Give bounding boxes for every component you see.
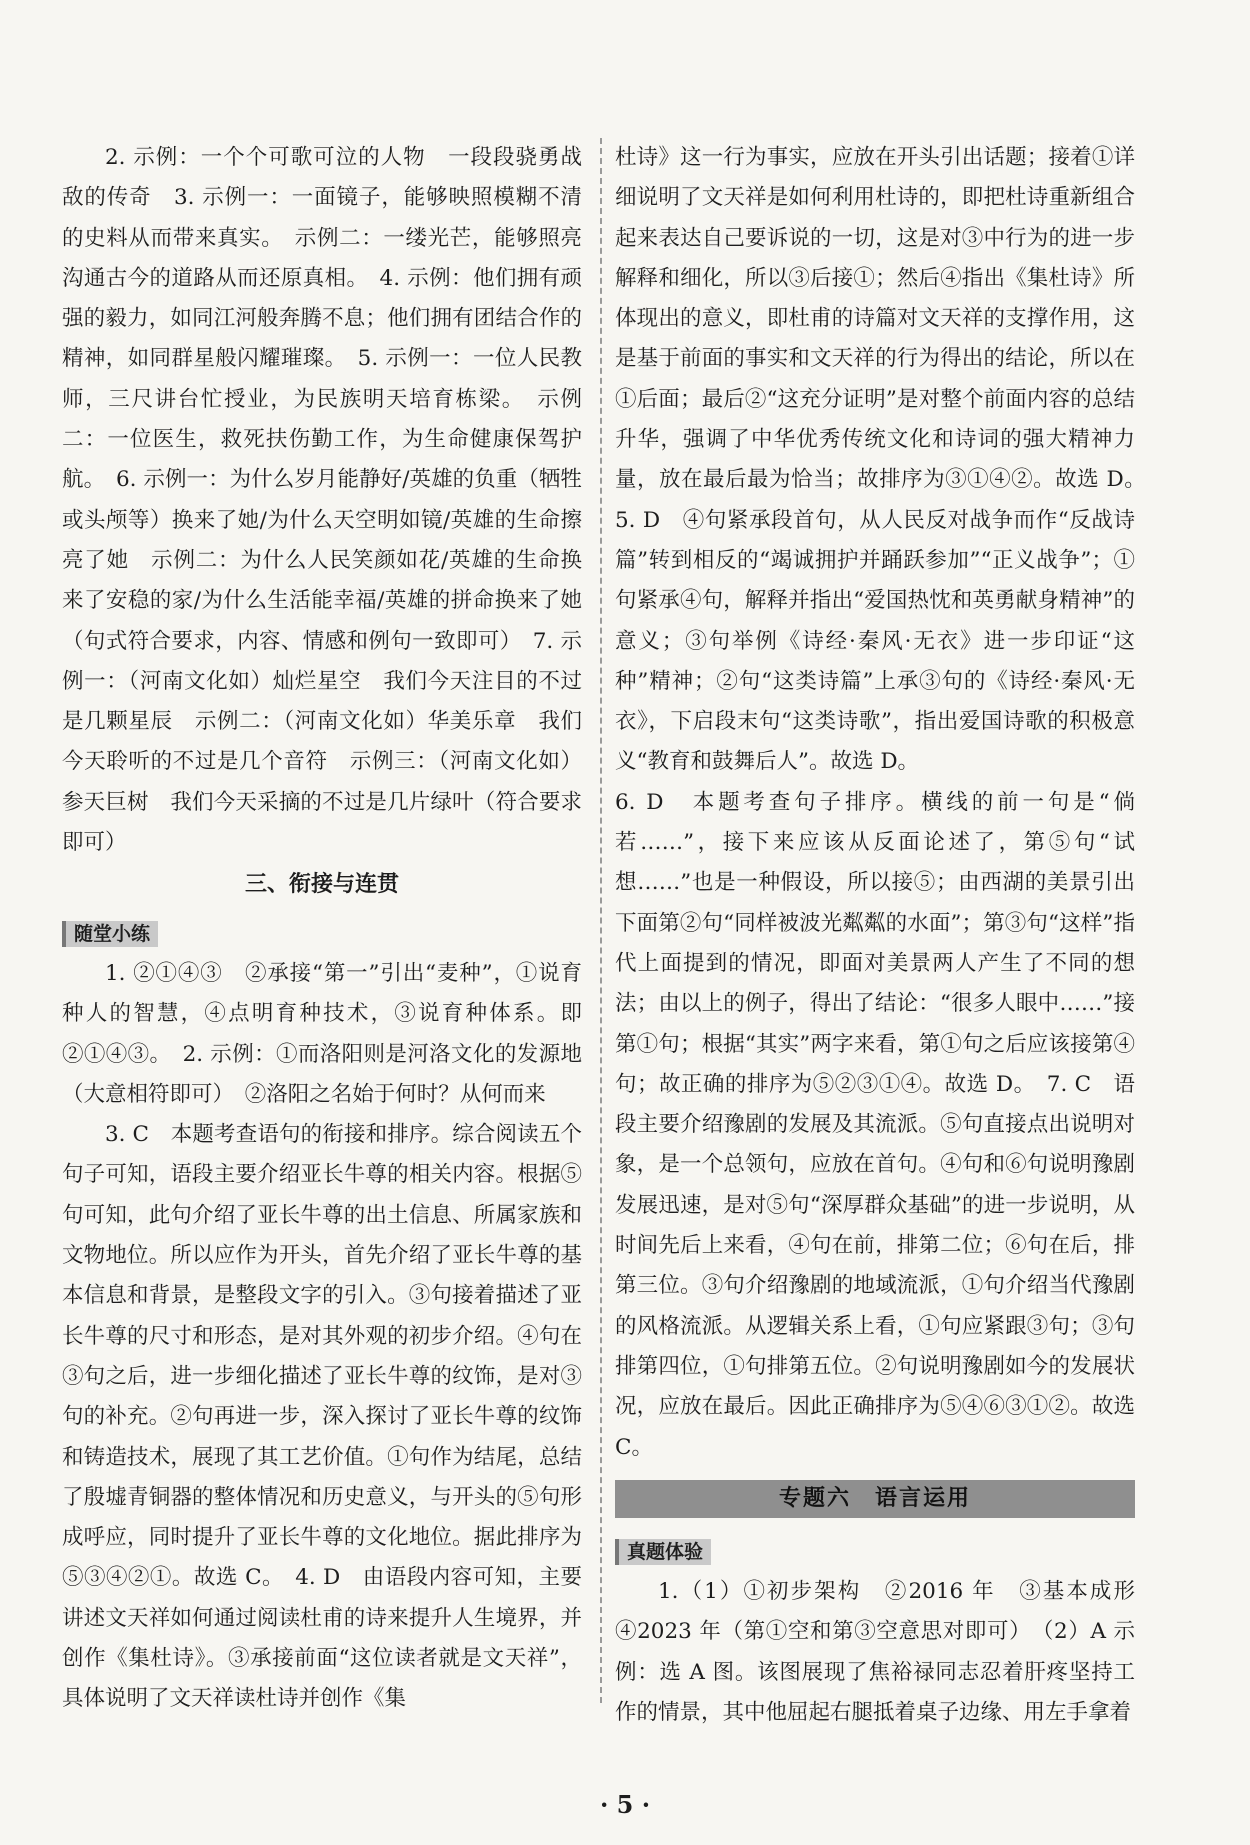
page-number: · 5 · [599, 1790, 651, 1819]
column-divider [600, 138, 602, 1703]
answer-paragraph: 杜诗》这一行为事实，应放在开头引出话题；接着①详细说明了文天祥是如何利用杜诗的，即把杜诗重新组合起来表达自己要诉说的一切，这是对③中行为的进一步解释和细化，所以③后接①；然后④指出《集杜诗》所体现出的意义，即杜甫的诗篇对文天祥的支撑作用，这是基于前面的事实和文天祥的行为得出的结论，所以在①后面；最后②“这充分证明”是对整个前面内容的总结升华，强调了中华优秀传统文化和诗词的强大精神力量，放在最后最为恰当；故排序为③①④②。故选 D。 5. D ④句紧承段首句，从人民反对战争而作“反战诗篇”转到相反的“竭诚拥护并踊跃参加”“正义战争”；①句紧承④句，解释并指出“爱国热忱和英勇献身精神”的意义；③句举例《诗经·秦风·无衣》进一步印证“这种”精神；②句“这类诗篇”上承③句的《诗经·秦风·无衣》，下启段末句“这类诗歌”，指出爱国诗歌的积极意义“教育和鼓舞后人”。故选 D。 [615, 145, 1157, 775]
section-tag: 随堂小练 [62, 921, 158, 947]
answer-paragraph: 3. C 本题考查语句的衔接和排序。综合阅读五个句子可知，语段主要介绍亚长牛尊的相关内容。根据⑤句可知，此句介绍了亚长牛尊的出土信息、所属家族和文物地位。所以应作为开头，首先介绍了亚长牛尊的基本信息和背景，是整段文字的引入。③句接着描述了亚长牛尊的尺寸和形态，是对其外观的初步介绍。④句在③句之后，进一步细化描述了亚长牛尊的纹饰，是对③句的补充。②句再进一步，深入探讨了亚长牛尊的纹饰和铸造技术，展现了其工艺价值。①句作为结尾，总结了殷墟青铜器的整体情况和历史意义，与开头的⑤句形成呼应，同时提升了亚长牛尊的文化地位。据此排序为⑤③④②①。故选 C。 4. D 由语段内容可知，主要讲述文天祥如何通过阅读杜甫的诗来提升人生境界，并创作《集杜诗》。③承接前面“这位读者就是文天祥”，具体说明了文天祥读杜诗并创作《集 [62, 1122, 582, 1712]
answer-paragraph: 1.（1）①初步架构 ②2016 年 ③基本成形 ④2023 年（第①空和第③空意思对即可） （2）A 示例：选 A 图。该图展现了焦裕禄同志忍着肝疼坚持工作的情景，其中他屈起右腿抵着桌子边缘、用左手拿着 [615, 1579, 1157, 1725]
answer-paragraph: 2. 示例：一个个可歌可泣的人物 一段段骁勇战敌的传奇 3. 示例一：一面镜子，能够映照模糊不清的史料从而带来真实。 示例二：一缕光芒，能够照亮沟通古今的道路从而还原真相。 4. 示例：他们拥有顽强的毅力，如同江河般奔腾不息；他们拥有团结合作的精神，如同群星般闪耀璀璨。 5. 示例一：一位人民教师，三尺讲台忙授业，为民族明天培育栋梁。 示例二：一位医生，救死扶伤勤工作，为生命健康保驾护航。 6. 示例一：为什么岁月能静好/英雄的负重（牺牲或头颅等）换来了她/为什么天空明如镜/英雄的生命擦亮了她 示例二：为什么人民笑颜如花/英雄的生命换来了安稳的家/为什么生活能幸福/英雄的拼命换来了她（句式符合要求，内容、情感和例句一致即可） 7. 示例一：（河南文化如）灿烂星空 我们今天注目的不过是几颗星辰 示例二：（河南文化如）华美乐章 我们今天聆听的不过是几个音符 示例三：（河南文化如）参天巨树 我们今天采摘的不过是几片绿叶（符合要求即可） [62, 145, 582, 856]
right-column [615, 138, 1157, 1733]
answer-paragraph: 6. D 本题考查句子排序。横线的前一句是“倘若……”，接下来应该从反面论述了，第⑤句“试想……”也是一种假设，所以接⑤；由西湖的美景引出下面第②句“同样被波光粼粼的水面”；第③句“这样”指代上面提到的情况，即面对美景两人产生了不同的想法；由以上的例子，得出了结论：“很多人眼中……”接第①句；根据“其实”两字来看，第①句之后应该接第④句；故正确的排序为⑤②③①④。故选 D。 7. C 语段主要介绍豫剧的发展及其流派。⑤句直接点出说明对象，是一个总领句，应放在首句。④句和⑥句说明豫剧发展迅速，是对⑤句“深厚群众基础”的进一步说明，从时间先后上来看，④句在前，排第二位；⑥句在后，排第三位。③句介绍豫剧的地域流派，①句介绍当代豫剧的风格流派。从逻辑关系上看，①句应紧跟③句；③句排第四位，①句排第五位。②句说明豫剧如今的发展状况，应放在最后。因此正确排序为⑤④⑥③①②。故选 C。 [615, 789, 1135, 1460]
answer-paragraph: 1. ②①④③ ②承接“第一”引出“麦种”，①说育种人的智慧，④点明育种技术，③说育种体系。即②①④③。 2. 示例：①而洛阳则是河洛文化的发源地（大意相符即可） ②洛阳之名始于何时？从何而来 [62, 960, 582, 1107]
section-tag: 真题体验 [615, 1539, 711, 1565]
topic-banner: 专题六 语言运用 [615, 1480, 1135, 1518]
section-title: 三、衔接与连贯 [244, 872, 399, 898]
left-column [62, 138, 582, 1720]
